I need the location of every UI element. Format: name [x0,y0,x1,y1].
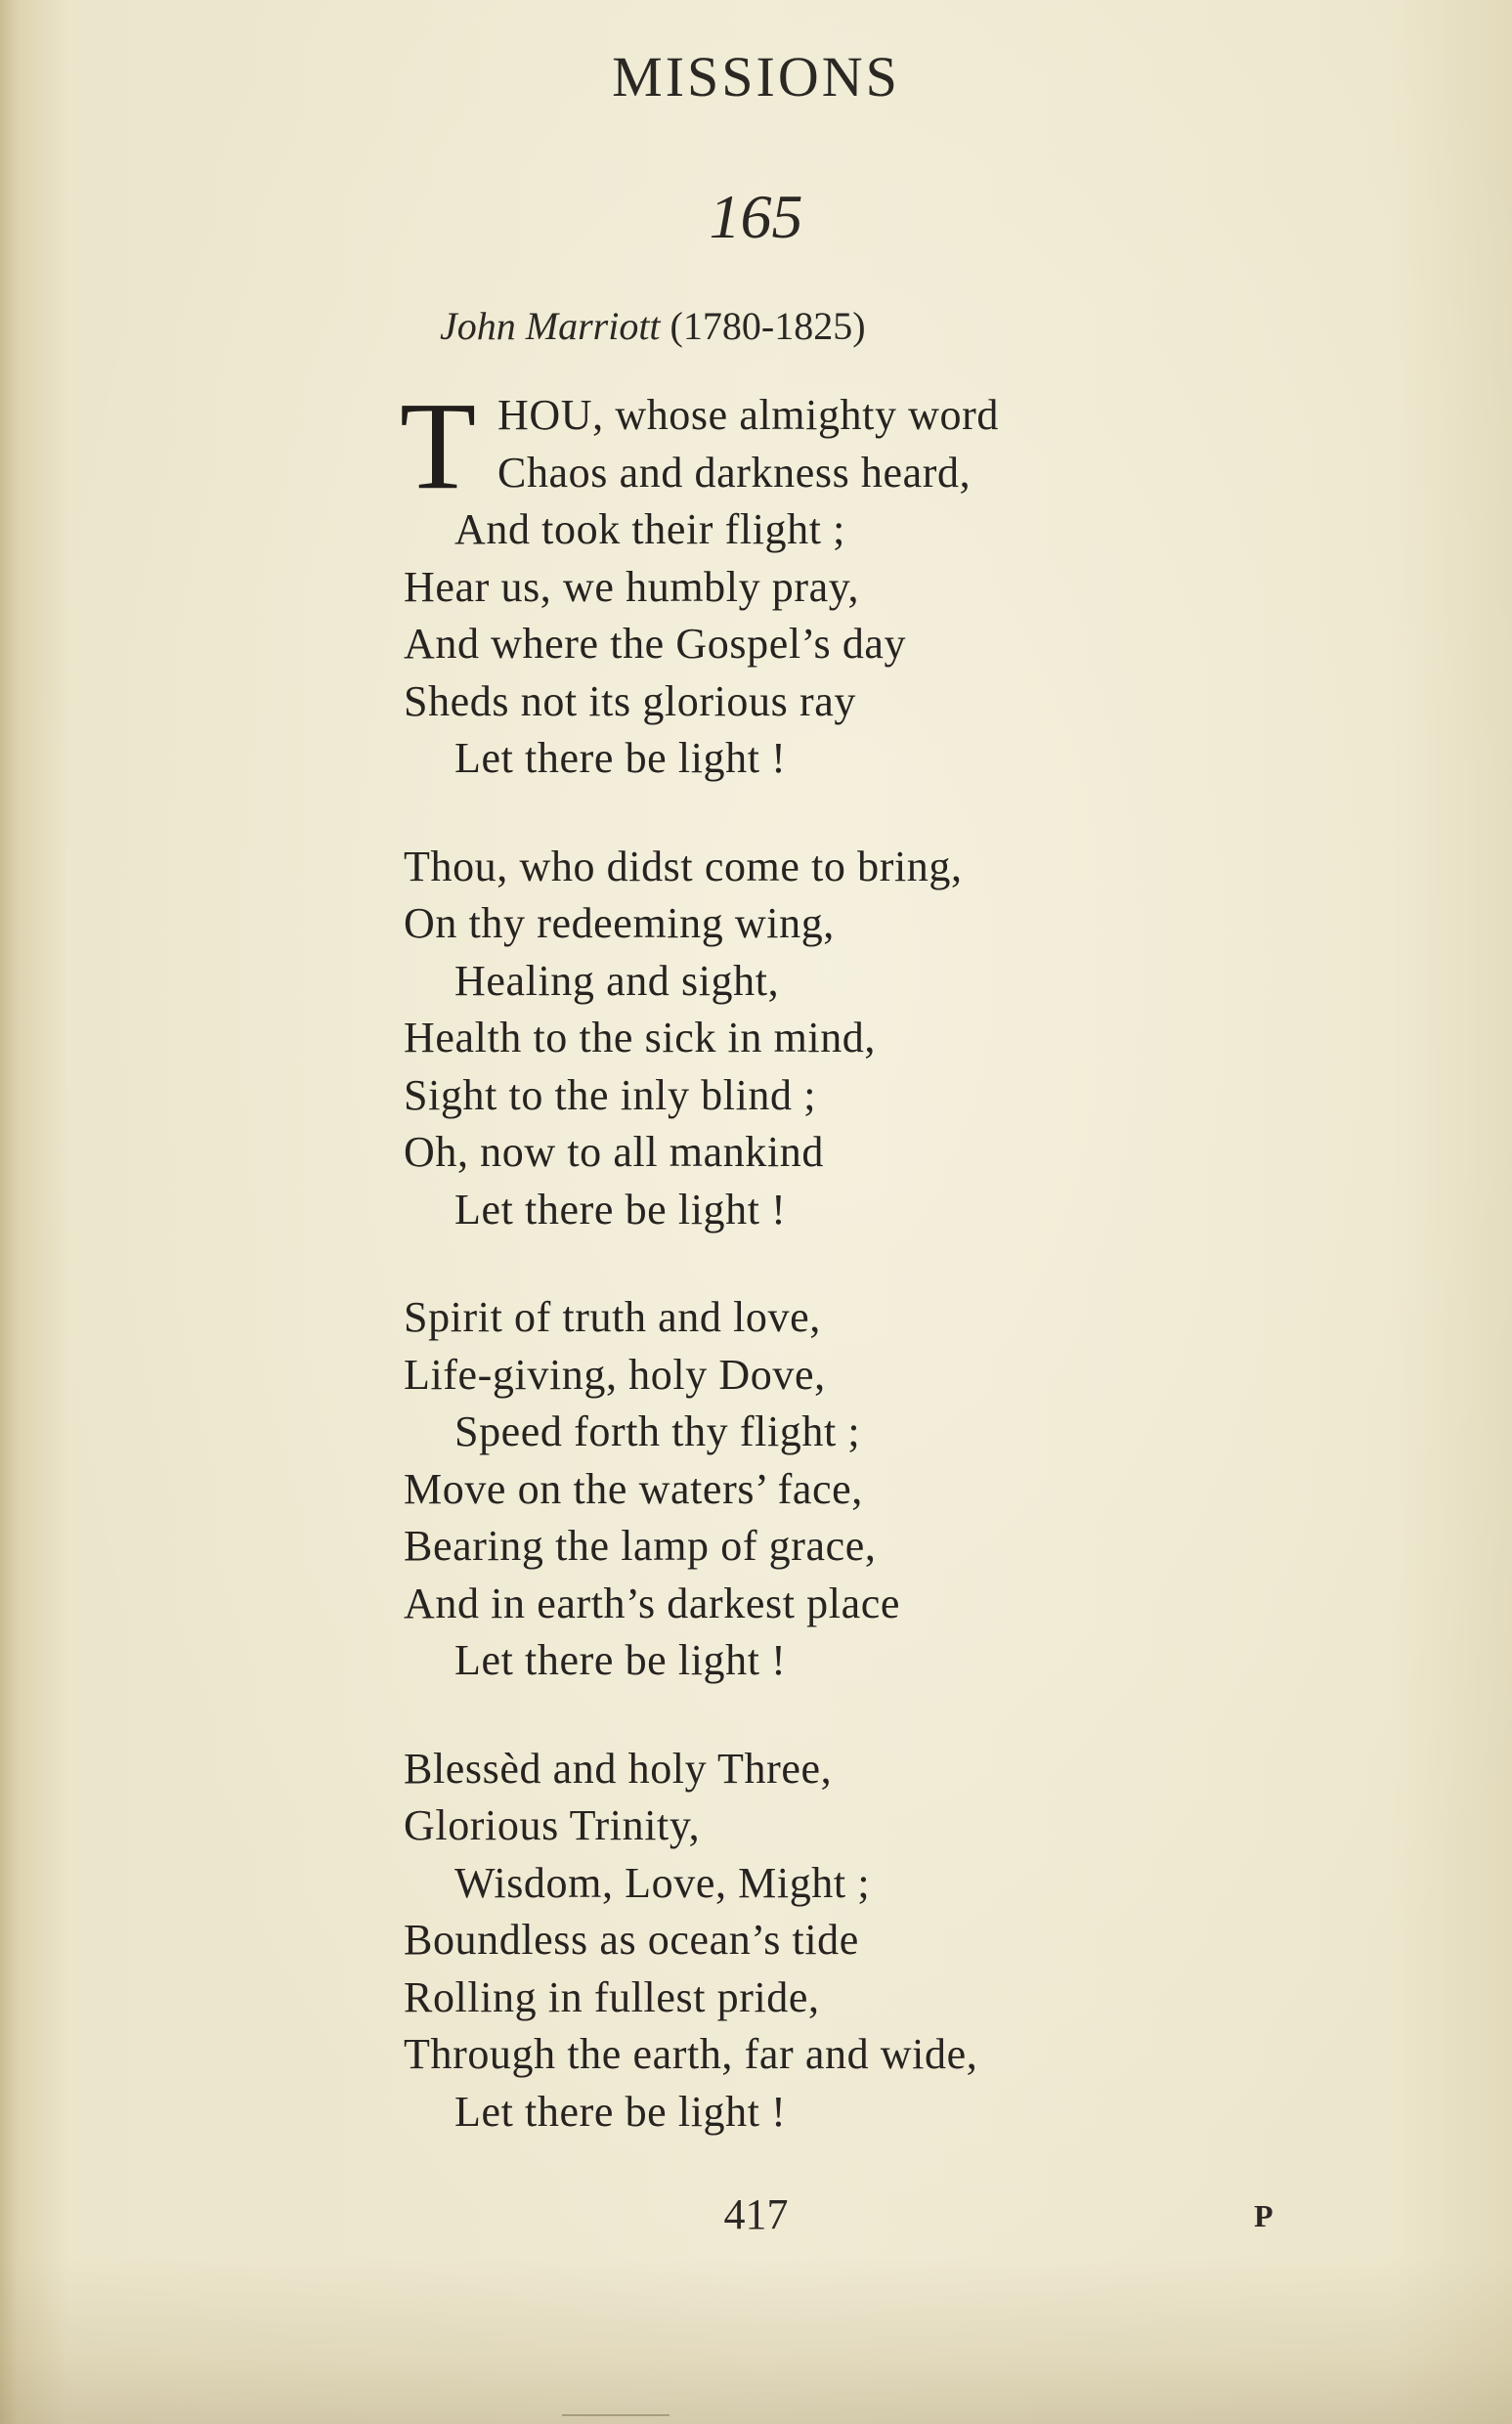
verse-line: Let there be light ! [454,1185,787,1234]
verse-line: And where the Gospel’s day [404,620,907,668]
author-line [440,303,866,349]
author-name: John Marriott [440,304,661,348]
verse-line: Let there be light ! [454,734,787,782]
stanza-3 [404,1289,1146,1690]
verse-line: Bearing the lamp of grace, [404,1522,877,1570]
verse-line: Blessèd and holy Three, [404,1744,833,1793]
verse-line: Boundless as ocean’s tide [404,1916,859,1964]
verse-line: Through the earth, far and wide, [404,2030,978,2078]
verse-line: Speed forth thy flight ; [454,1407,861,1455]
verse-line: Spirit of truth and love, [404,1293,821,1341]
verse-line: Oh, now to all mankind [404,1128,824,1176]
verse-line: Health to the sick in mind, [404,1014,877,1061]
section-header: MISSIONS [612,45,900,108]
page-number: 417 [723,2190,789,2238]
bottom-rule [562,2414,670,2416]
verse-line: Let there be light ! [454,1636,787,1684]
signature-mark: P [1254,2198,1274,2233]
verse-line: Chaos and darkness heard, [497,448,972,497]
author-dates: (1780-1825) [670,304,866,348]
drop-cap: T [400,376,477,515]
verse-line: Rolling in fullest pride, [404,1972,820,2021]
hymn-text [400,376,1146,2191]
verse-line: Let there be light ! [454,2087,787,2136]
verse-line: On thy redeeming wing, [404,899,835,947]
verse-line: Sight to the inly blind ; [404,1070,817,1119]
stanza-1 [400,376,1146,788]
verse-line: And in earth’s darkest place [404,1579,900,1627]
verse-line: Thou, who didst come to bring, [404,842,963,890]
verse-line: HOU, whose almighty word [497,391,1000,439]
verse-line: Sheds not its glorious ray [404,676,856,725]
verse-line: Glorious Trinity, [404,1801,701,1849]
stanza-4 [404,1741,1146,2142]
verse-line: Hear us, we humbly pray, [404,562,860,611]
verse-line: Life-giving, holy Dove, [404,1350,826,1399]
hymn-number: 165 [709,182,803,251]
verse-line: Wisdom, Love, Might ; [454,1858,871,1907]
verse-line: And took their flight ; [454,505,845,553]
page-shadow [0,2258,1512,2424]
verse-line: Healing and sight, [454,956,780,1005]
stanza-2 [404,839,1146,1239]
verse-line: Move on the waters’ face, [404,1464,863,1513]
